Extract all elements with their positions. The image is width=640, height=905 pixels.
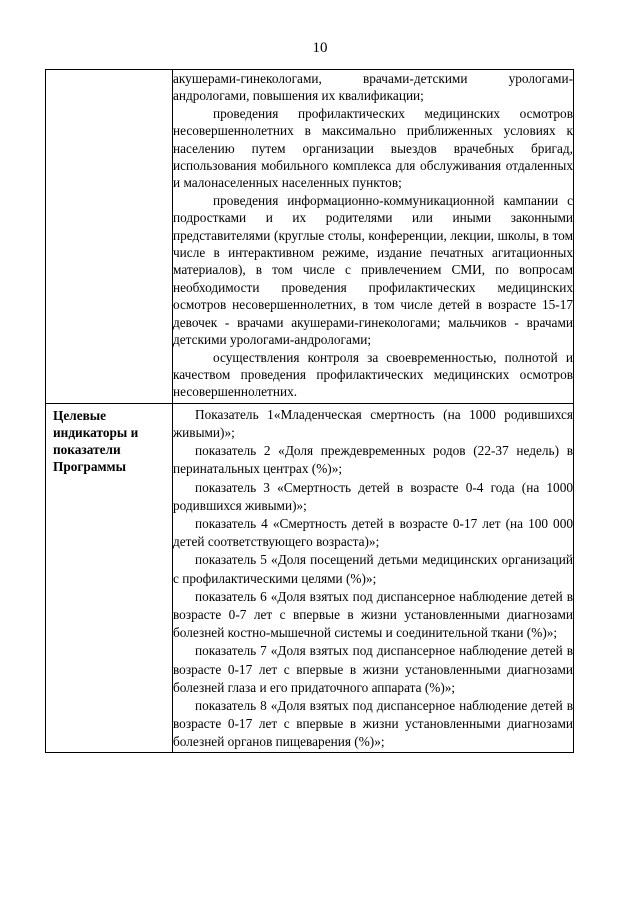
measures-paragraph: осуществления контроля за своевременностью, полнотой и качеством проведения профилактических медицинских осмотров несовершеннолетних. [173,349,573,400]
indicators-label-cell [46,403,173,752]
page-number: 10 [312,40,328,56]
indicator-item: показатель 2 «Доля преждевременных родов (22-37 недель) в перинатальных центрах (%)»; [173,443,573,477]
label-line: показатели [53,441,121,457]
label-cell-empty [46,70,173,404]
indicator-item: показатель 6 «Доля взятых под диспансерное наблюдение детей в возрасте 0-7 лет с впервые в жизни установленными диагнозами болезней костно-мышечной системы и соединительной ткани (%)»; [173,588,573,641]
measures-paragraph: акушерами-гинекологами, врачами-детскими урологами-андрологами, повышения их квалификации; [173,71,573,104]
indicator-item: показатель 5 «Доля посещений детьми медицинских организаций с профилактическими целями (%)»; [173,552,573,586]
indicator-item: показатель 7 «Доля взятых под диспансерное наблюдение детей в возрасте 0-17 лет с впервые в жизни установленными диагнозами болезней глаза и его придаточного аппарата (%)»; [173,643,573,695]
label-line: Программы [53,458,126,474]
indicator-item: показатель 8 «Доля взятых под диспансерное наблюдение детей в возрасте 0-17 лет с впервые в жизни установленными диагнозами болезней органов пищеварения (%)»; [173,697,573,750]
indicators-label [46,404,172,475]
measures-paragraph: проведения профилактических медицинских осмотров несовершеннолетних в максимально приближенных условиях к населению путем организации выездов врачебных бригад, использования мобильного комплекса для обслуживания отдаленных и малонаселенных населенных пунктов; [173,105,573,191]
indicator-item: Показатель 1«Младенческая смертность (на 1000 родившихся живыми)»; [173,406,573,440]
measures-cell [173,70,574,404]
indicator-item: показатель 4 «Смертность детей в возрасте 0-17 лет (на 100 000 детей соответствующего возраста)»; [173,515,573,550]
table-row-indicators [46,403,574,752]
measures-paragraph: проведения информационно-коммуникационной кампании с подростками и их родителями или иными законными представителями (круглые столы, конференции, лекции, школы, в том числе в интерактивном режиме, издание печатных агитационных материалов), в том числе с привлечением СМИ, по вопросам необходимости проведения профилактических медицинских осмотров несовершеннолетних, в том числе детей в возрасте 15-17 девочек - врачами акушерами-гинекологами; мальчиков - врачами детскими урологами-андрологами; [173,192,573,348]
program-table [45,69,574,753]
label-line: индикаторы и [53,424,139,440]
indicators-cell [173,403,574,752]
table-row-measures [46,70,574,404]
label-line: Целевые [53,407,107,423]
indicator-item: показатель 3 «Смертность детей в возрасте 0-4 года (на 1000 родившихся живыми)»; [173,479,573,513]
